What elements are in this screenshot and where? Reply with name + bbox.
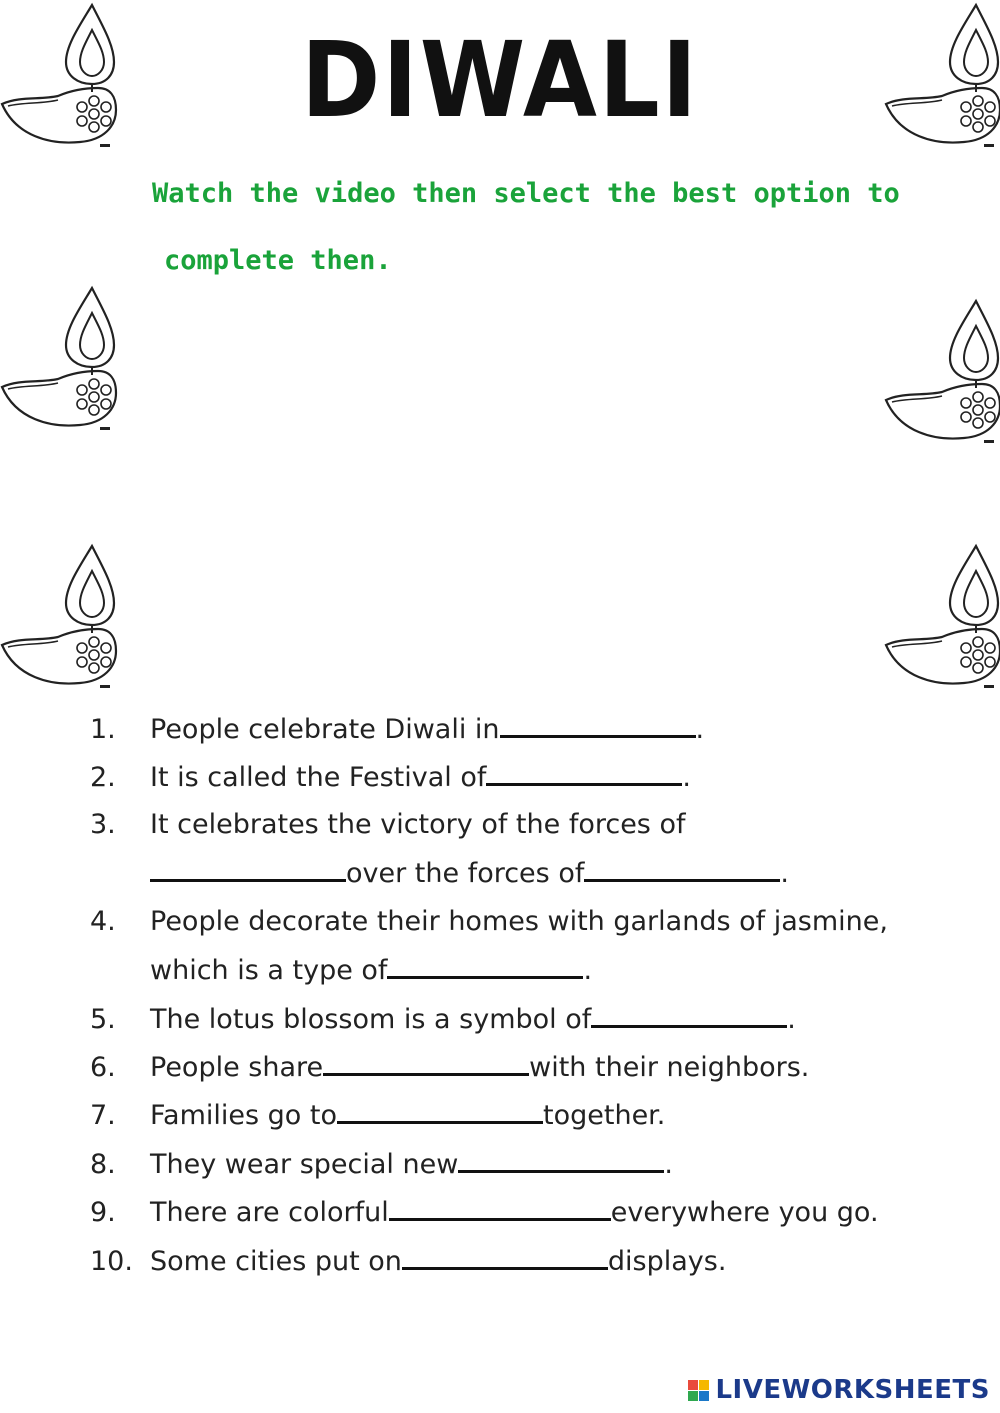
answer-blank[interactable] [591, 1003, 787, 1028]
question-4: 4. People decorate their homes with garlands of jasmine, which is a type of . [90, 906, 888, 987]
footer-brand [688, 1375, 990, 1405]
brand-name: LIVEWORKSHEETS [715, 1375, 990, 1405]
diya-lamp-icon [0, 541, 118, 691]
liveworksheets-logo-icon [688, 1380, 709, 1401]
diya-lamp-icon [884, 296, 1000, 446]
answer-blank[interactable] [389, 1196, 611, 1221]
diya-lamp-icon [884, 541, 1000, 691]
question-10: 10. Some cities put on displays. [90, 1246, 727, 1277]
answer-blank[interactable] [387, 954, 583, 979]
instruction-line-1: Watch the video then select the best option to [152, 178, 900, 209]
question-2: 2. It is called the Festival of . [90, 762, 691, 793]
answer-blank[interactable] [486, 761, 682, 786]
question-1: 1. People celebrate Diwali in . [90, 714, 705, 745]
question-9: 9. There are colorful everywhere you go. [90, 1197, 879, 1228]
answer-blank[interactable] [500, 713, 696, 738]
diya-lamp-icon [0, 283, 118, 433]
answer-blank[interactable] [337, 1099, 543, 1124]
answer-blank[interactable] [584, 857, 780, 882]
answer-blank[interactable] [458, 1148, 664, 1173]
question-8: 8. They wear special new . [90, 1149, 673, 1180]
answer-blank[interactable] [150, 857, 346, 882]
question-6: 6. People share with their neighbors. [90, 1052, 810, 1083]
question-5: 5. The lotus blossom is a symbol of . [90, 1004, 796, 1035]
question-3: 3. It celebrates the victory of the forces of over the forces of . [90, 809, 789, 890]
instruction-line-2: complete then. [164, 245, 392, 276]
question-7: 7. Families go to together. [90, 1100, 666, 1131]
page-title: DIWALI [301, 19, 699, 141]
answer-blank[interactable] [402, 1245, 608, 1270]
answer-blank[interactable] [323, 1051, 529, 1076]
